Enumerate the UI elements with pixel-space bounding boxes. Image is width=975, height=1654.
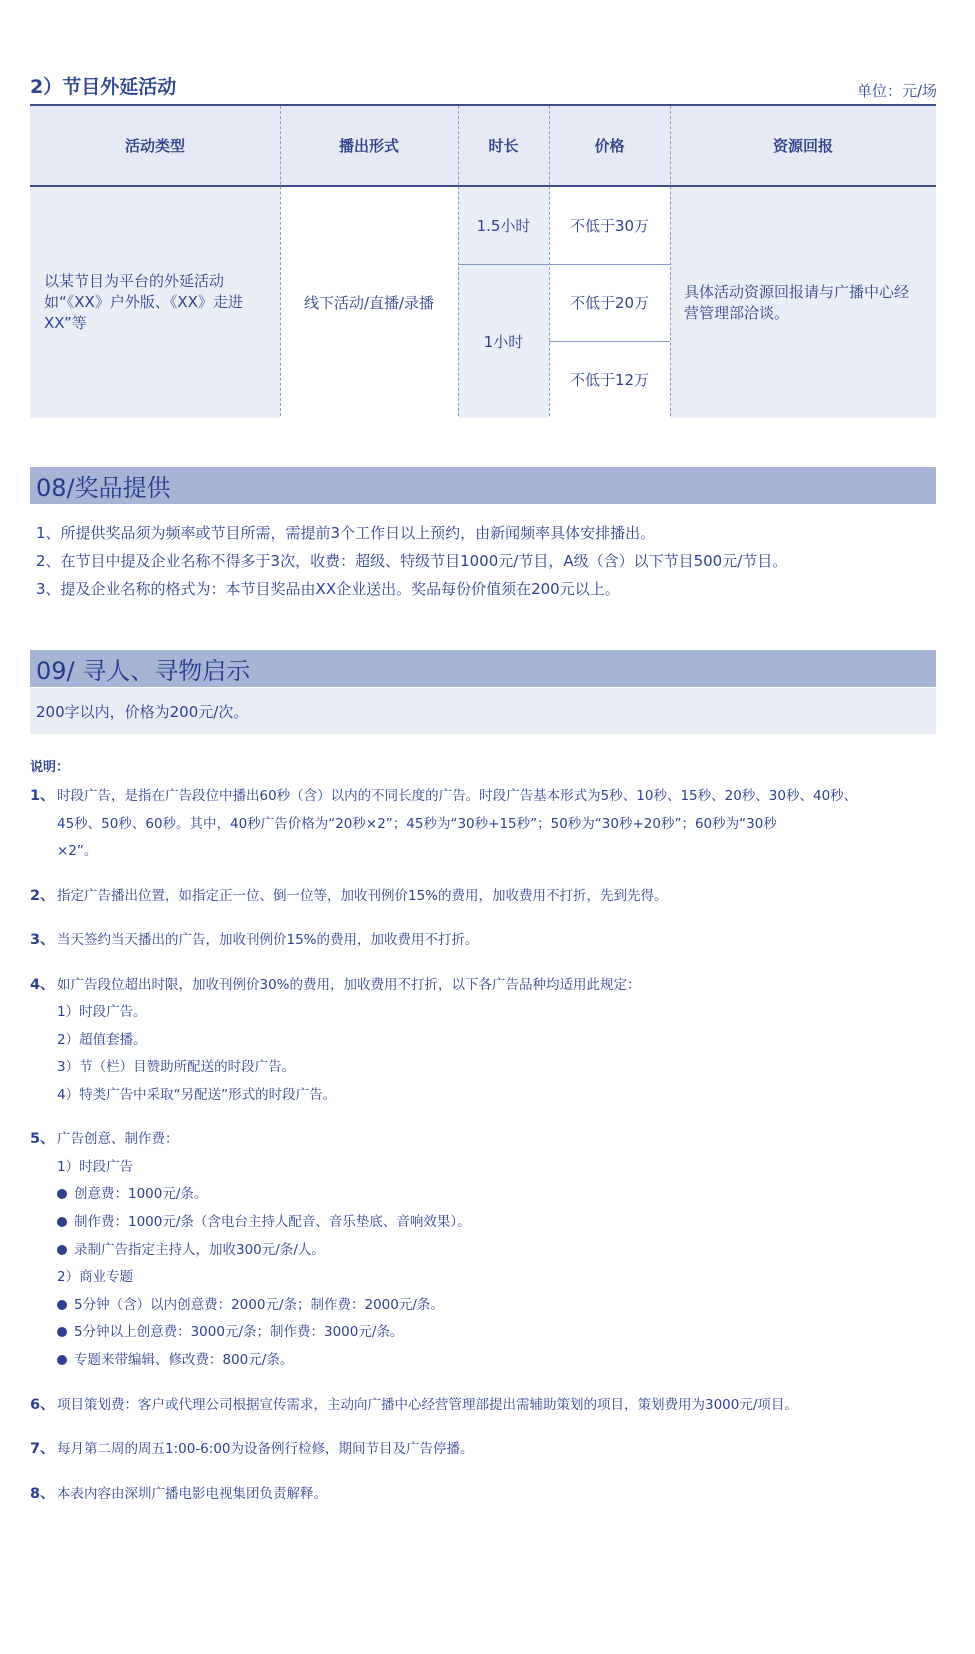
notes-section xyxy=(30,756,940,1508)
activity-pricing-table xyxy=(30,104,936,418)
section-title-prizes: 08/奖品提供 xyxy=(36,474,171,502)
section-bar-notices xyxy=(30,650,936,687)
cell-broadcast-form: 线下活动/直播/录播 xyxy=(280,187,458,418)
prize-rule-item: 2、在节目中提及企业名称不得多于3次，收费：超级、特级节目1000元/节目，A级（含）以下节目500元/节目。 xyxy=(36,552,788,570)
note-number: 2、 xyxy=(30,887,55,904)
note-number: 6、 xyxy=(30,1396,55,1413)
note-line: 45秒、50秒、60秒。其中，40秒广告价格为“20秒×2”；45秒为“30秒+15秒”；50秒为“30秒+20秒”；60秒为“30秒 xyxy=(57,815,777,832)
note-subitem: 2）超值套播。 xyxy=(57,1031,147,1048)
note-item-8 xyxy=(30,1481,940,1509)
cell-price-3: 不低于12万 xyxy=(549,341,670,418)
note-item-4 xyxy=(30,972,940,1110)
note-bullet-item xyxy=(57,1347,940,1375)
header-price: 价格 xyxy=(549,106,670,185)
section-title-extended-activities: 2）节目外延活动 xyxy=(30,76,177,98)
section-title-notices: 09/ 寻人、寻物启示 xyxy=(36,657,251,685)
note-bullet-item xyxy=(57,1292,940,1320)
note-line: 当天签约当天播出的广告，加收刊例价15%的费用，加收费用不打折。 xyxy=(57,932,479,948)
bullet-icon xyxy=(57,1300,67,1310)
header-activity-type: 活动类型 xyxy=(30,106,280,185)
row-divider xyxy=(549,341,670,342)
activity-type-text: 以某节目为平台的外延活动如“《XX》户外版、《XX》走进XX”等 xyxy=(44,272,243,332)
bullet-icon xyxy=(57,1189,67,1199)
bullet-text: 5分钟以上创意费：3000元/条；制作费：3000元/条。 xyxy=(74,1324,404,1341)
note-item-6 xyxy=(30,1392,940,1420)
note-line: 时段广告，是指在广告段位中播出60秒（含）以内的不同长度的广告。时段广告基本形式为5秒、10秒、15秒、20秒、30秒、40秒、 xyxy=(57,788,858,804)
note-line: 项目策划费：客户或代理公司根据宣传需求，主动向广播中心经营管理部提出需辅助策划的项目，策划费用为3000元/项目。 xyxy=(57,1396,798,1413)
bullet-icon xyxy=(57,1355,67,1365)
header-broadcast-form: 播出形式 xyxy=(280,106,458,185)
note-line: 本表内容由深圳广播电影电视集团负责解释。 xyxy=(57,1485,327,1502)
header-resource-return: 资源回报 xyxy=(670,106,936,185)
note-subitem: 4）特类广告中采取“另配送”形式的时段广告。 xyxy=(57,1086,337,1103)
cell-price-1: 不低于30万 xyxy=(549,187,670,264)
notice-price-panel xyxy=(30,688,936,734)
column-divider xyxy=(458,106,459,416)
bullet-text: 5分钟（含）以内创意费：2000元/条；制作费：2000元/条。 xyxy=(74,1296,444,1313)
unit-label: 单位：元/场 xyxy=(856,82,937,100)
note-number: 3、 xyxy=(30,932,55,948)
bullet-text: 专题来带编辑、修改费：800元/条。 xyxy=(74,1352,294,1369)
notes-title: 说明： xyxy=(30,760,70,775)
resource-return-text: 具体活动资源回报请与广播中心经营管理部洽谈。 xyxy=(684,282,910,322)
row-divider xyxy=(458,264,670,265)
note-number: 7、 xyxy=(30,1441,55,1458)
bullet-text: 制作费：1000元/条（含电台主持人配音、音乐垫底、音响效果）。 xyxy=(74,1214,471,1231)
bullet-icon xyxy=(57,1245,67,1255)
note-bullet-item xyxy=(57,1181,940,1209)
prize-rule-item: 1、所提供奖品须为频率或节目所需，需提前3个工作日以上预约，由新闻频率具体安排播出。 xyxy=(36,524,656,542)
column-divider xyxy=(549,106,550,416)
note-number: 8、 xyxy=(30,1485,55,1502)
note-line: 指定广告播出位置，如指定正一位、倒一位等，加收刊例价15%的费用，加收费用不打折，先到先得。 xyxy=(57,887,668,904)
note-subitem: 1）时段广告 xyxy=(57,1158,134,1175)
cell-resource-return xyxy=(670,187,936,418)
note-bullet-item xyxy=(57,1319,940,1347)
prize-rules-list xyxy=(36,519,787,603)
note-line: 如广告段位超出时限，加收刊例价30%的费用，加收费用不打折，以下各广告品种均适用此规定： xyxy=(57,976,641,993)
note-line: ×2”。 xyxy=(57,843,98,859)
bullet-text: 创意费：1000元/条。 xyxy=(74,1186,208,1203)
column-divider xyxy=(670,106,671,416)
note-number: 4、 xyxy=(30,976,55,993)
column-divider xyxy=(280,106,281,416)
header-duration: 时长 xyxy=(458,106,549,185)
note-line: 广告创意、制作费： xyxy=(57,1131,179,1148)
note-bullet-item xyxy=(57,1209,940,1237)
section-bar-prizes xyxy=(30,467,936,504)
bullet-icon xyxy=(57,1217,67,1227)
note-number: 5、 xyxy=(30,1131,55,1148)
bullet-icon xyxy=(57,1327,67,1337)
note-number: 1、 xyxy=(30,788,55,804)
cell-duration-2: 1小时 xyxy=(458,264,549,418)
note-bullet-item xyxy=(57,1237,940,1265)
note-subitem: 2）商业专题 xyxy=(57,1269,134,1286)
cell-duration-1: 1.5小时 xyxy=(458,187,549,264)
cell-activity-type xyxy=(30,187,280,418)
note-item-7 xyxy=(30,1436,940,1464)
note-subitem: 3）节（栏）目赞助所配送的时段广告。 xyxy=(57,1059,296,1076)
note-item-2 xyxy=(30,883,940,911)
bullet-text: 录制广告指定主持人，加收300元/条/人。 xyxy=(74,1241,325,1258)
note-line: 每月第二周的周五1:00-6:00为设备例行检修，期间节目及广告停播。 xyxy=(57,1441,474,1458)
note-item-1 xyxy=(30,783,940,866)
notice-price-text: 200字以内，价格为200元/次。 xyxy=(36,702,249,721)
prize-rule-item: 3、提及企业名称的格式为：本节目奖品由XX企业送出。奖品每份价值须在200元以上。 xyxy=(36,580,620,598)
note-item-5 xyxy=(30,1126,940,1374)
note-item-3 xyxy=(30,927,940,955)
note-subitem: 1）时段广告。 xyxy=(57,1004,147,1020)
cell-price-2: 不低于20万 xyxy=(549,264,670,341)
